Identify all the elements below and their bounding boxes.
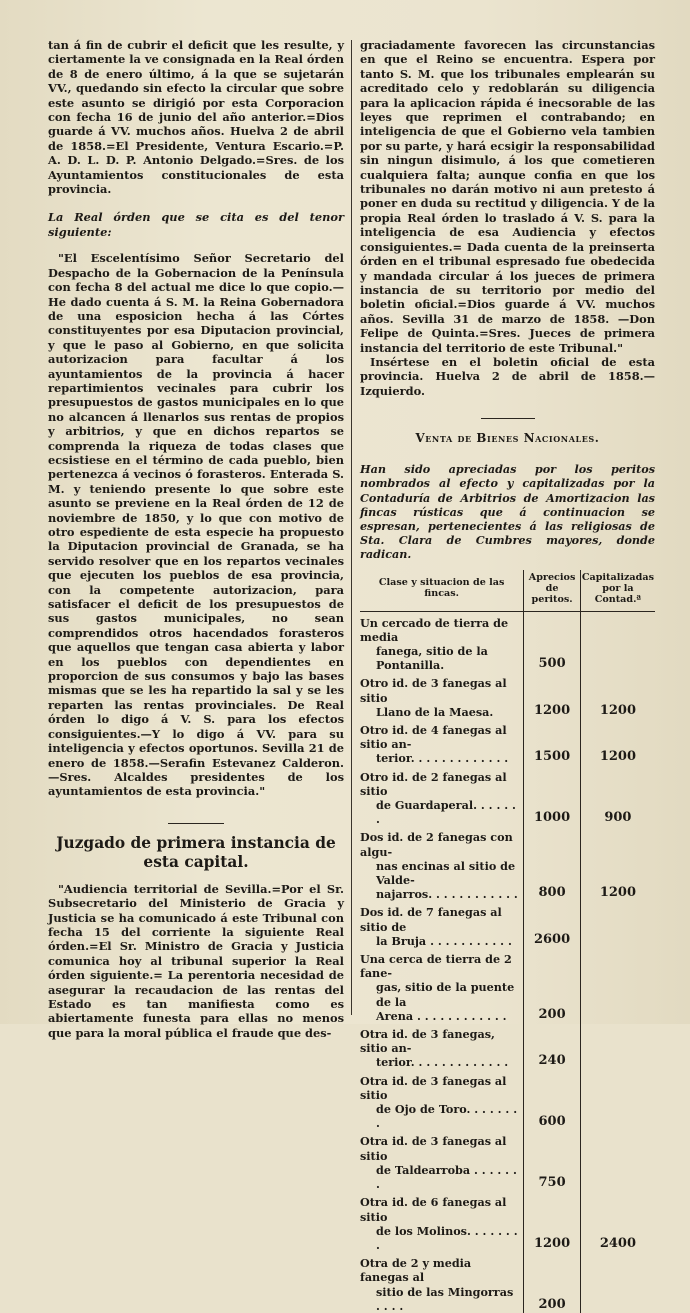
capital-value	[580, 611, 655, 672]
finca-description-line: Arena . . . . . . . . . . . .	[376, 1008, 507, 1023]
finca-description-line: terior. . . . . . . . . . . . .	[376, 1055, 509, 1070]
finca-description-line: Llano de la Maesa.	[376, 704, 494, 719]
finca-description-line: Otra id. de 3 fanegas al sitio	[360, 1073, 507, 1102]
capital-value: 900	[580, 766, 655, 827]
aprecio-value: 1200	[524, 1191, 581, 1252]
table-row	[360, 1252, 655, 1313]
aprecio-value: 240	[524, 1023, 581, 1070]
table-row	[360, 1023, 655, 1070]
audiencia-text: "Audiencia territorial de Sevilla.=Por el Sr. Subsecretario del Ministerio de Gracia y Justicia se ha comunicado á este Tribunal con fecha 15 del corriente la siguiente Real órden.=El Sr. Ministro de Gracia y Justicia comunica hoy al tribunal superior la Real órden siguiente.= La perentoria necesidad de asegurar la recaudacion de las rentas del Estado es tan manifiesta como es abiertamente funesta para ellas no menos que para la moral pública el fraude que des-	[48, 881, 344, 1040]
paragraph-continued-right: graciadamente favorecen las circunstancias en que el Reino se encuentra. Espera por tanto S. M. que los tribunales emplearán su acreditado celo y redoblarán su diligencia para la aplicacion rápida é inecsorable de las leyes que reprimen el contrabando; en inteligencia de que el Gobierno vela tambien por su parte, y hará ecsigir la responsabilidad sin ningun disimulo, á los que cometieren cualquiera falta; aunque confia en que los tribunales no darán motivo ni aun pretesto á poner en duda su rectitud y diligencia. Y de la propia Real órden lo traslado á V. S. para la inteligencia de esa Audiencia y efectos consiguientes.= Dada cuenta de la preinserta órden en el tribunal espresado fue obedecida y mandada circular á los jueces de primera instancia de su territorio por medio del boletin oficial.=Dios guarde á VV. muchos años. Sevilla 31 de marzo de 1858. —Don Felipe de Quinta.=Sres. Jueces de primera instancia del territorio de este Tribunal."	[360, 38, 655, 355]
aprecio-value: 600	[524, 1070, 581, 1131]
finca-description	[360, 1023, 524, 1070]
aprecio-value: 2600	[524, 901, 581, 948]
capital-value	[580, 1130, 655, 1191]
section-rule-right	[481, 418, 535, 419]
aprecio-value: 1000	[524, 766, 581, 827]
aprecio-value: 500	[524, 611, 581, 672]
finca-description-line: Otro id. de 2 fanegas al sitio	[360, 769, 507, 798]
capital-value	[580, 948, 655, 1023]
court-heading: Juzgado de primera instancia de esta capital.	[56, 833, 336, 871]
table-row	[360, 948, 655, 1023]
finca-description-line: fanega, sitio de la Pontanilla.	[376, 643, 488, 673]
table-row	[360, 672, 655, 719]
finca-description-line: Una cerca de tierra de 2 fane-	[360, 952, 512, 981]
finca-description-line: Dos id. de 7 fanegas al sitio de	[360, 905, 502, 934]
capital-value	[580, 1023, 655, 1070]
aprecio-value: 200	[524, 948, 581, 1023]
finca-description	[360, 1191, 524, 1252]
section-rule	[168, 823, 224, 824]
table-row	[360, 826, 655, 901]
aprecio-value: 200	[524, 1252, 581, 1313]
header-capitalizadas: Capitalizadas por la Contad.ª	[580, 570, 655, 612]
finca-description	[360, 826, 524, 901]
finca-description	[360, 948, 524, 1023]
fincas-table	[360, 570, 655, 1313]
finca-description-line: de Guardaperal. . . . . . .	[376, 798, 516, 827]
insertese-note: Insértese en el boletin oficial de esta provincia. Huelva 2 de abril de 1858.—Izquierdo.	[360, 354, 655, 398]
finca-description-line: Otro id. de 3 fanegas al sitio	[360, 676, 507, 705]
right-column	[360, 38, 655, 1313]
capital-value	[580, 1252, 655, 1313]
aprecio-value: 1200	[524, 672, 581, 719]
aprecio-value: 800	[524, 826, 581, 901]
capital-value: 1200	[580, 719, 655, 766]
table-header-row	[360, 570, 655, 612]
column-divider	[351, 40, 352, 1015]
capital-value: 2400	[580, 1191, 655, 1252]
header-aprecios: Aprecios de peritos.	[524, 570, 581, 612]
finca-description-line: Otro id. de 4 fanegas al sitio an-	[360, 723, 507, 752]
aprecio-value: 750	[524, 1130, 581, 1191]
capital-value	[580, 901, 655, 948]
finca-description-line: gas, sitio de la puente de la	[376, 980, 515, 1009]
finca-description-line: Otra id. de 3 fanegas al sitio	[360, 1134, 507, 1163]
finca-description	[360, 719, 524, 766]
table-row	[360, 611, 655, 672]
capital-value	[580, 1070, 655, 1131]
royal-order-intro: La Real órden que se cita es del tenor siguiente:	[48, 210, 344, 239]
finca-description-line: Un cercado de tierra de media	[360, 615, 509, 644]
finca-description	[360, 901, 524, 948]
finca-description-line: de Ojo de Toro. . . . . . . .	[376, 1102, 518, 1131]
finca-description-line: de Taldearroba . . . . . . .	[376, 1162, 517, 1192]
header-clase: Clase y situacion de las fincas.	[360, 570, 524, 612]
table-row	[360, 766, 655, 827]
finca-description-line: Otra id. de 3 fanegas, sitio an-	[360, 1027, 495, 1056]
finca-description	[360, 1252, 524, 1313]
finca-description-line: najarros. . . . . . . . . . . .	[376, 887, 518, 902]
finca-description-line: Dos id. de 2 fanegas con algu-	[360, 830, 513, 859]
venta-heading: Venta de Bienes Nacionales.	[415, 431, 600, 446]
finca-description	[360, 1130, 524, 1191]
venta-intro: Han sido apreciadas por los peritos nombrados al efecto y capitalizadas por la Contaduría de Arbitrios de Amortizacion las fincas rústicas que á continuacion se espresan, pertenecientes á las religiosas de Sta. Clara de Cumbres mayores, donde radican.	[360, 462, 655, 562]
aprecio-value: 1500	[524, 719, 581, 766]
left-column	[48, 38, 344, 1040]
finca-description-line: de los Molinos. . . . . . . .	[376, 1223, 518, 1252]
finca-description	[360, 672, 524, 719]
table-row	[360, 1130, 655, 1191]
table-row	[360, 901, 655, 948]
finca-description-line: terior. . . . . . . . . . . . .	[376, 751, 509, 766]
finca-description	[360, 611, 524, 672]
finca-description	[360, 766, 524, 827]
table-row	[360, 1070, 655, 1131]
finca-description-line: Otra de 2 y media fanegas al	[360, 1256, 472, 1285]
table-row	[360, 719, 655, 766]
finca-description	[360, 1070, 524, 1131]
finca-description-line: Otra id. de 6 fanegas al sitio	[360, 1195, 507, 1224]
capital-value: 1200	[580, 672, 655, 719]
royal-order-text: "El Escelentísimo Señor Secretario del Despacho de la Gobernacion de la Península con fecha 8 del actual me dice lo que copio.—He dado cuenta á S. M. la Reina Gobernadora de una esposicion hecha á las Córtes constituyentes por esa Diputacion provincial, y que le paso al Gobierno, en que solicita autorizacion para facultar á los ayuntamientos de la provincia á hacer repartimientos vecinales para cubrir los presupuestos de gastos municipales en lo que no alcancen á llenarlos sus rentas de propios y arbitrios, y que en dichos repartos se comprenda la riqueza de todas clases que ecsistiese en el término de cada pueblo, bien pertenezca á vecinos ó forasteros. Enterada S. M. y teniendo presente lo que sobre este asunto se previene en la Real órden de 12 de noviembre de 1850, y lo que con motivo de otro espediente de esta especie ha propuesto la Diputacion provincial de Granada, se ha servido resolver que en los repartos vecinales que ejecuten los pueblos de esa provincia, con la competente autorizacion, para satisfacer el deficit de los presupuestos de sus gastos municipales, no sean comprendidos otros hacendados forasteros que aquellos que tengan casa abierta y labor en los pueblos con dependientes en proporcion de sus consumos y bajo las bases mismas que se les ha repartido la sal y se les reparten las rentas provinciales. De Real órden lo digo á V. S. para los efectos consiguientes.—Y lo digo á VV. para su inteligencia y efectos oportunos. Sevilla 21 de enero de 1858.—Serafin Estevanez Calderon.—Sres. Alcaldes presidentes de los ayuntamientos de esta provincia."	[48, 251, 344, 799]
finca-description-line: nas encinas al sitio de Valde-	[376, 858, 516, 888]
finca-description-line: la Bruja . . . . . . . . . . .	[376, 933, 512, 948]
table-row	[360, 1191, 655, 1252]
finca-description-line: sitio de las Mingorras . . . .	[376, 1284, 514, 1313]
paragraph-continued: tan á fin de cubrir el deficit que les resulte, y ciertamente la ve consignada en la Real órden de 8 de enero último, á la que se sujetarán VV., quedando sin efecto la circular que sobre este asunto se dirigió por esta Corporacion con fecha 16 de junio del año anterior.=Dios guarde á VV. muchos años. Huelva 2 de abril de 1858.=El Presidente, Ventura Escario.=P. A. D. L. D. P. Antonio Delgado.=Sres. de los Ayuntamientos constitucionales de esta provincia.	[48, 38, 344, 197]
capital-value: 1200	[580, 826, 655, 901]
